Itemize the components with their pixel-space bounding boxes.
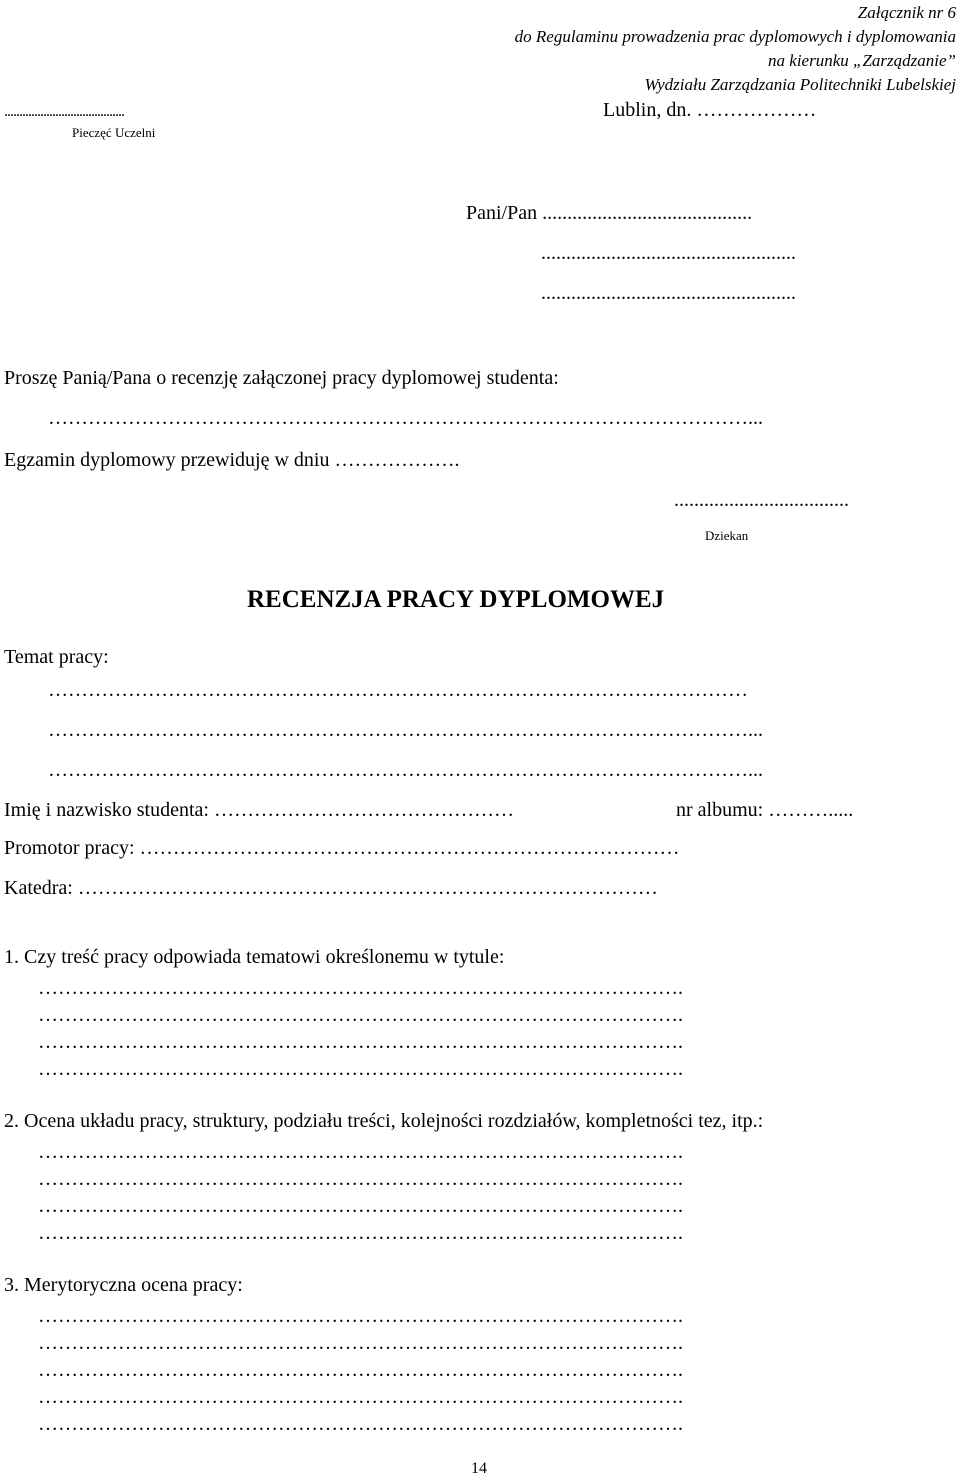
addressee-line-3: ...................................................: [541, 282, 796, 304]
place-date: Lublin, dn. ………………: [603, 99, 817, 121]
question-1-line: …………………………………………………………………………………….: [38, 977, 683, 999]
question-2-line: …………………………………………………………………………………….: [38, 1168, 683, 1190]
question-2-title: 2. Ocena układu pracy, struktury, podziału treści, kolejności rozdziałów, kompletności tez, itp.:: [4, 1110, 764, 1132]
album-number-field: nr albumu: ……….....: [676, 799, 854, 821]
question-2-line: …………………………………………………………………………………….: [38, 1222, 683, 1244]
question-3-line: …………………………………………………………………………………….: [38, 1386, 683, 1408]
topic-line-3: ……………………………………………………………………………………………...: [48, 759, 763, 781]
question-3-title: 3. Merytoryczna ocena pracy:: [4, 1274, 243, 1296]
question-1-line: …………………………………………………………………………………….: [38, 1031, 683, 1053]
question-3-line: …………………………………………………………………………………….: [38, 1359, 683, 1381]
stamp-dots: ........................................: [4, 103, 124, 120]
question-1-title: 1. Czy treść pracy odpowiada tematowi określonemu w tytule:: [4, 946, 505, 968]
stamp-label: Pieczęć Uczelni: [72, 125, 156, 140]
question-1-line: …………………………………………………………………………………….: [38, 1004, 683, 1026]
student-name-field: Imię i nazwisko studenta: ………………………………………: [4, 799, 514, 821]
request-text: Proszę Panią/Pana o recenzję załączonej pracy dyplomowej studenta:: [4, 367, 559, 389]
supervisor-field: Promotor pracy: ………………………………………………………………………: [4, 837, 680, 859]
topic-line-2: ……………………………………………………………………………………………...: [48, 719, 763, 741]
request-student-line: ……………………………………………………………………………………………...: [48, 407, 763, 429]
annex-regulation: do Regulaminu prowadzenia prac dyplomowych i dyplomowania: [514, 27, 956, 46]
question-3-line: …………………………………………………………………………………….: [38, 1413, 683, 1435]
addressee-line-2: ...................................................: [541, 242, 796, 264]
page-number: 14: [471, 1460, 487, 1477]
review-title: RECENZJA PRACY DYPLOMOWEJ: [247, 586, 665, 613]
question-2-line: …………………………………………………………………………………….: [38, 1195, 683, 1217]
topic-label: Temat pracy:: [4, 646, 109, 668]
topic-line-1: ……………………………………………………………………………………………: [48, 679, 748, 701]
annex-number: Załącznik nr 6: [857, 3, 956, 22]
dean-signature-dots: ...................................: [674, 489, 849, 511]
question-2-line: …………………………………………………………………………………….: [38, 1141, 683, 1163]
question-1-line: …………………………………………………………………………………….: [38, 1058, 683, 1080]
annex-field: na kierunku „Zarządzanie”: [768, 51, 956, 70]
dean-label: Dziekan: [705, 528, 749, 543]
exam-date-text: Egzamin dyplomowy przewiduję w dniu ……………….: [4, 449, 460, 471]
question-3-line: …………………………………………………………………………………….: [38, 1305, 683, 1327]
annex-faculty: Wydziału Zarządzania Politechniki Lubelskiej: [644, 75, 956, 94]
addressee-line-1: Pani/Pan ..........................................: [466, 202, 753, 224]
question-3-line: …………………………………………………………………………………….: [38, 1332, 683, 1354]
department-field: Katedra: ……………………………………………………………………………: [4, 877, 658, 899]
